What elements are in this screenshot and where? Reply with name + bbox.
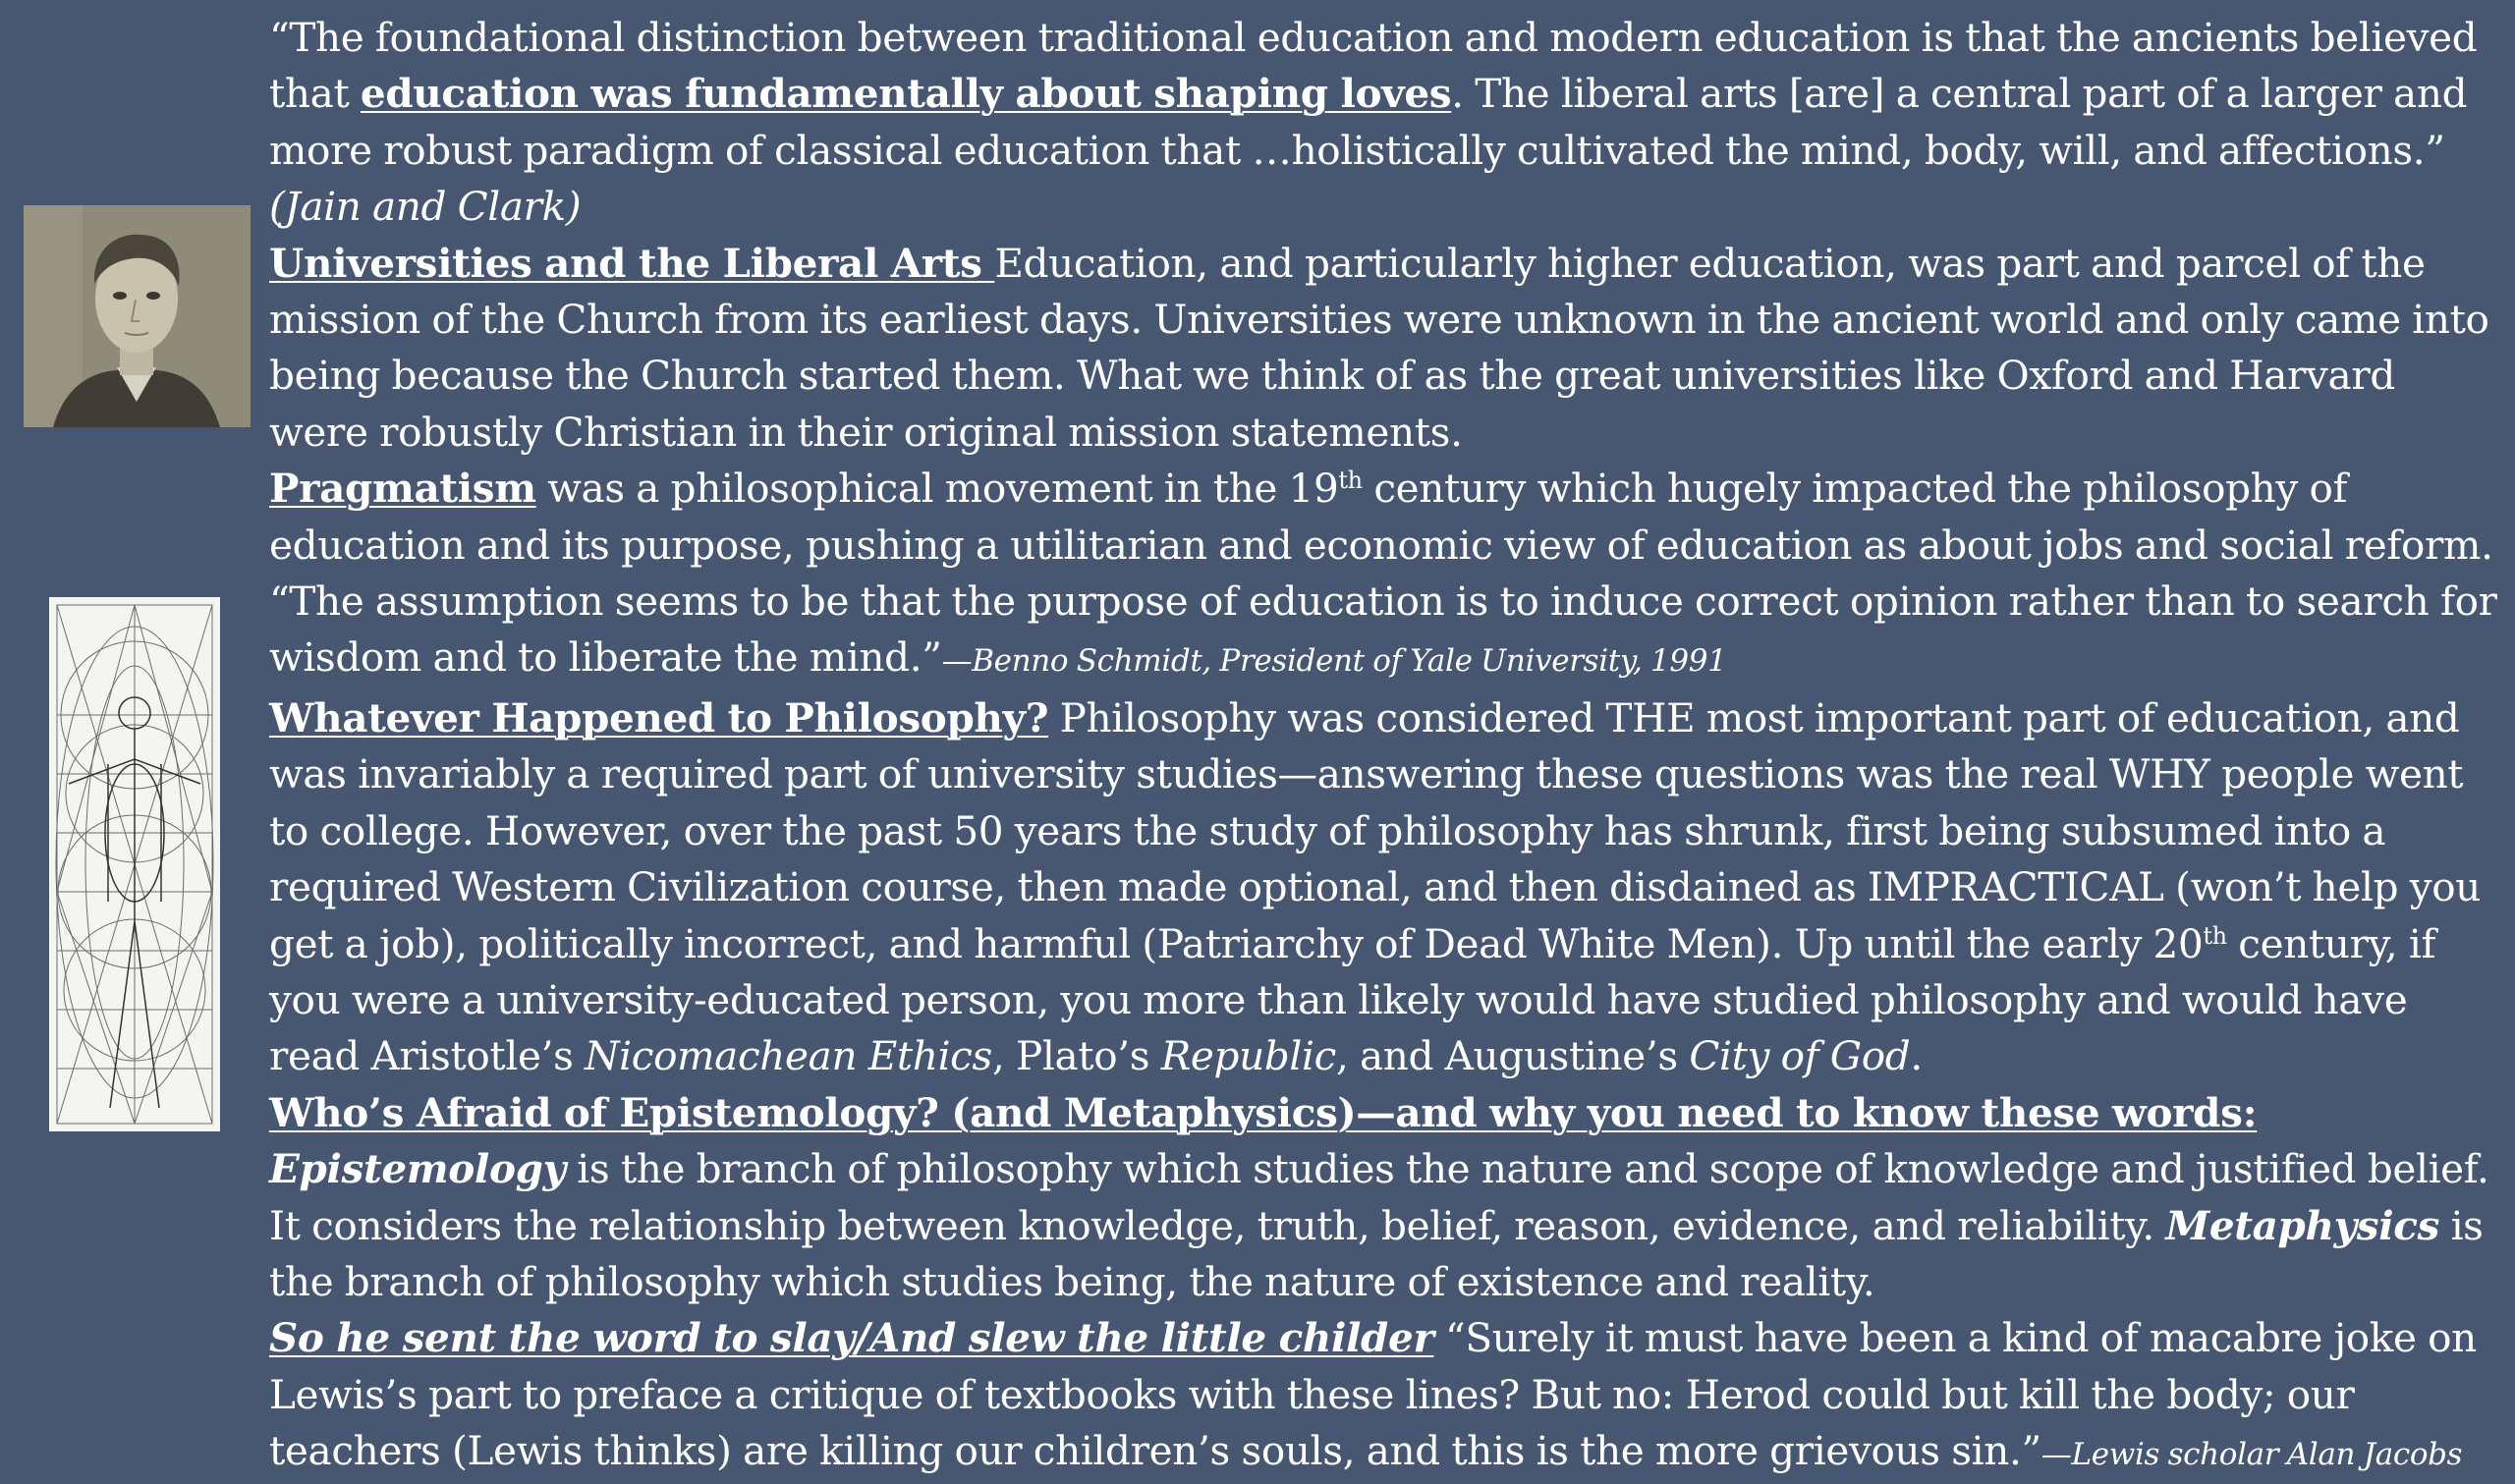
paragraph-childer: So he sent the word to slay/And slew the little childer “Surely it must have been a kind of macabre joke on Lewis’s part to preface a critique of textbooks with these lines? But no: Herod could but kill the body; our teachers (Lewis thinks) are killing our children’s souls, and this is the more grievous sin.”—Lewis scholar Alan Jacobs [269, 1314, 2477, 1475]
paragraph-quote-jain-clark: “The foundational distinction between traditional education and modern education is that the ancients believed that education was fundamentally about shaping loves. The liberal arts [are] a central part of a larger and more robust paradigm of classical education that …holistically cultivated the mind, body, will, and affections.” (Jain and Clark) [269, 14, 2478, 231]
paragraph-philosophy: Whatever Happened to Philosophy? Philosophy was considered THE most important part of education, and was invariably a required part of university studies—answering these questions was the real WHY people went to college. However, over the past 50 years the study of philosophy has shrunk, first being subsumed into a required Western Civilization course, then made optional, and then disdained as IMPRACTICAL (won’t help you get a job), politically incorrect, and harmful (Patriarchy of Dead White Men). Up until the early 20th century, if you were a university-educated person, you more than likely would have studied philosophy and would have read Aristotle’s Nicomachean Ethics, Plato’s Republic, and Augustine’s City of God. [269, 693, 2482, 1080]
citation: —Benno Schmidt, President of Yale University, 1991 [941, 643, 1727, 680]
paragraph-universities: Universities and the Liberal Arts Education, and particularly higher education, was part and parcel of the mission of the Church from its earliest days. Universities were unknown in the ancient world and only came into being because the Church started them. What we think of as the great universities like Oxford and Harvard were robustly Christian in their original mission statements. [269, 239, 2489, 456]
paragraph-epistemology: Who’s Afraid of Epistemology? (and Metaphysics)—and why you need to know these words: Epistemology is the branch of philosophy which studies the nature and scope of knowledge and justified belief. It considers the relationship between knowledge, truth, belief, reason, evidence, and reliability. Metaphysics is the branch of philosophy which studies being, the nature of existence and reality. [269, 1088, 2489, 1305]
paragraph-pragmatism: Pragmatism was a philosophical movement in the 19th century which hugely impacted the philosophy of education and its purpose, pushing a utilitarian and economic view of education as about jobs and social reform. “The assumption seems to be that the purpose of education is to induce correct opinion rather than to search for wisdom and to liberate the mind.”—Benno Schmidt, President of Yale University, 1991 [269, 465, 2497, 682]
main-text [269, 10, 2499, 1484]
book-title: Nicomachean Ethics [585, 1032, 992, 1080]
heading-universities: Universities and the Liberal Arts [269, 239, 995, 287]
heading-childer: So he sent the word to slay/And slew the little childer [269, 1314, 1434, 1362]
heading-philosophy: Whatever Happened to Philosophy? [269, 693, 1049, 742]
key-phrase-shaping-loves: education was fundamentally about shaping loves [360, 70, 1452, 118]
portrait-photo [24, 205, 251, 427]
citation: —Lewis scholar Alan Jacobs [2040, 1437, 2463, 1473]
book-title: City of God [1689, 1032, 1911, 1080]
term-epistemology: Epistemology [269, 1145, 566, 1193]
term-metaphysics: Metaphysics [2165, 1201, 2440, 1249]
proportion-diagram-image [49, 597, 220, 1131]
heading-pragmatism: Pragmatism [269, 465, 536, 513]
citation: (Jain and Clark) [269, 183, 582, 231]
heading-epistemology: Who’s Afraid of Epistemology? (and Metaphysics)—and why you need to know these words: [269, 1088, 2258, 1136]
book-title: Republic [1160, 1032, 1336, 1080]
